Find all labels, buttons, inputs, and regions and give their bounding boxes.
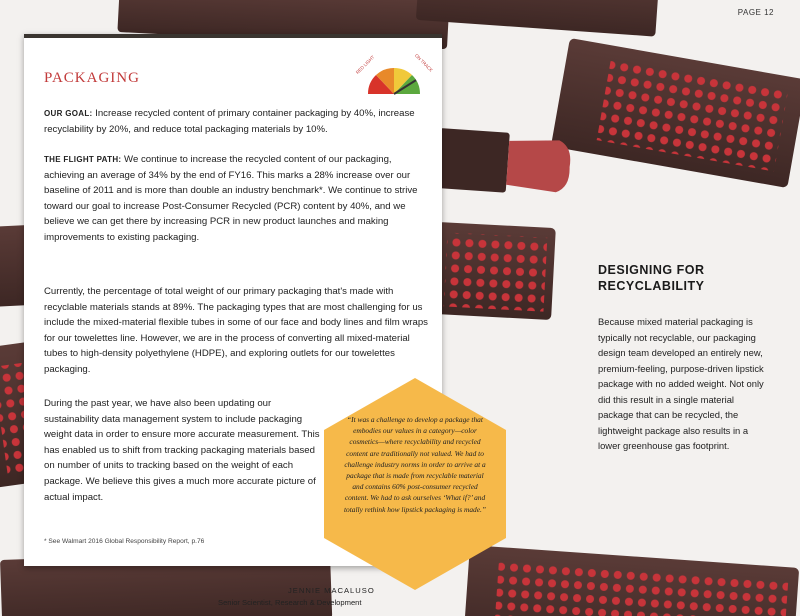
footnote: * See Walmart 2016 Global Responsibility Report, p.76 [44, 538, 205, 545]
page-number: PAGE 12 [737, 8, 774, 17]
goal-paragraph [44, 106, 434, 137]
goal-text: Increase recycled content of primary container packaging by 40%, increase recyclability by 20%, and reduce total packaging materials by 10%. [44, 108, 415, 135]
quote-author-name: JENNIE MACALUSO [288, 586, 375, 595]
section-title: PACKAGING [44, 70, 140, 86]
quote-text: “It was a challenge to develop a package that embodies our values in a category—color cosmetics—where recyclability and recycled content are traditionally not valued. We had to challenge industry norms in order to arrive at a package that is made from recyclable material and contains 60% post-consumer recycled content. We had to ask ourselves ‘What if?’ and totally rethink how lipstick packaging is made.” [344, 415, 486, 514]
gauge-right-label: ON TRACK [413, 52, 434, 73]
goal-label: OUR GOAL: [44, 109, 93, 118]
flight-path-paragraph [44, 152, 434, 246]
panel-top-border [24, 34, 442, 38]
data-system-paragraph: During the past year, we have also been updating our sustainability data management system to include packaging weight data in order to ensure more accurate measurement. This has enabled us to shift from tracking packaging materials based on number of units to tracking based on the weight of each package. We believe this gives a much more accurate picture of actual impact. [44, 398, 320, 503]
flight-path-text: We continue to increase the recycled content of our packaging, achieving an average of 34% by the end of FY16. This marks a 28% increase over our baseline of 2011 and is more than double an industry benchmark*. We continue to strive toward our goal to increase Post-Consumer Recycled (PCR) content by 40%, and we believe we can get there by increasing PCR in new product launches and making improvements to existing packaging. [44, 154, 418, 243]
flight-path-label: THE FLIGHT PATH: [44, 155, 122, 164]
sidebar-heading: DESIGNING FOR RECYCLABILITY [598, 263, 705, 293]
gauge-left-label: RED LIGHT [354, 54, 376, 75]
progress-gauge-icon [354, 50, 434, 98]
recyclability-paragraph: Currently, the percentage of total weight of our primary packaging that's made with recyclable materials stands at 89%. The packaging types that are most challenging for us include the mixed-material flexible tubes in some of our face and body lines and film wraps for our towelettes line. However, we are in the process of converting all mixed-material tubes to high-density polyethylene (HDPE), and exploring outlets for our towelettes packaging. [44, 286, 428, 375]
quote-author-role: Senior Scientist, Research & Development [218, 598, 362, 607]
sidebar-text: Because mixed material packaging is typically not recyclable, our packaging design team developed an entirely new, premium-feeling, purpose-driven lipstick package with no added weight. Not only did this result in a single material package that can be recycled, the lightweight package also results in a lower greenhouse gas footprint. [598, 316, 764, 451]
quote-hexagon [320, 376, 510, 592]
